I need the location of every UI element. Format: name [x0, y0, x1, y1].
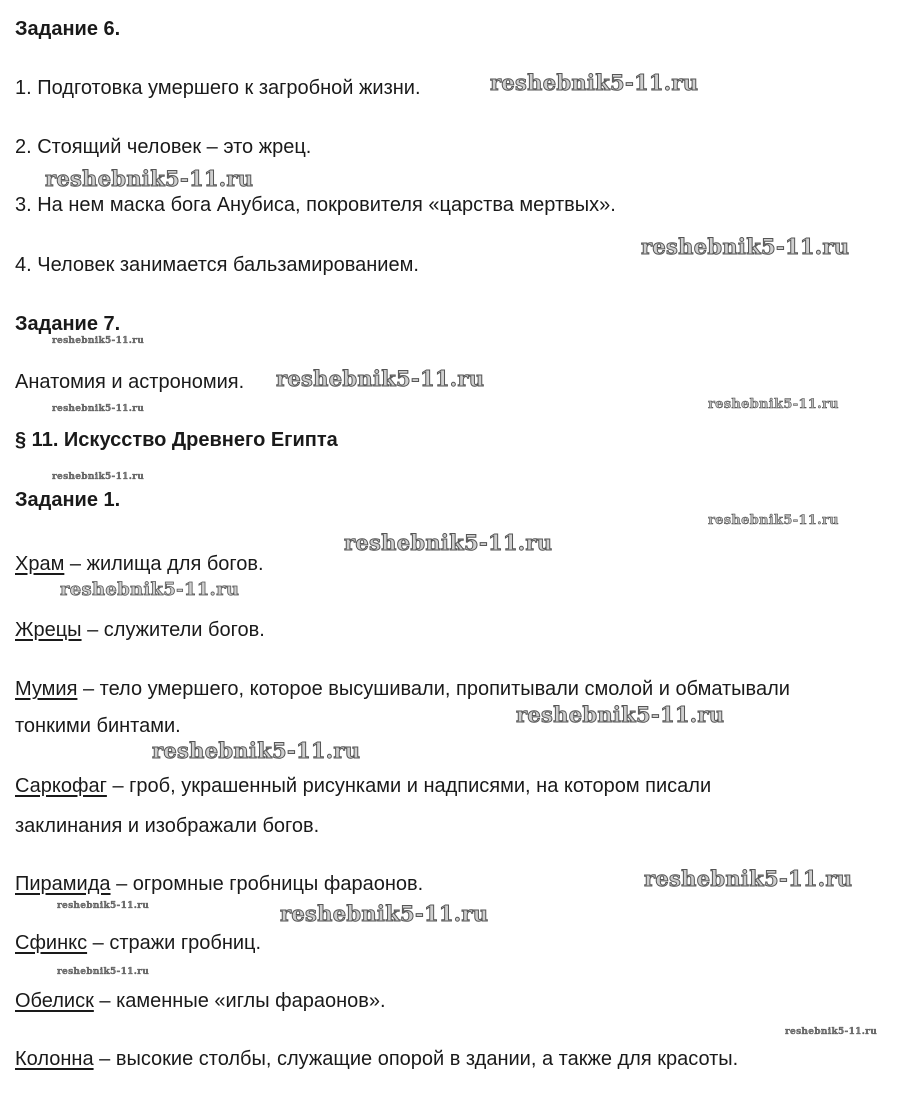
definition-text: – служители богов. [81, 619, 265, 641]
definition-text: – стражи гробниц. [87, 932, 262, 954]
definition-text: – жилища для богов. [64, 553, 264, 575]
definition-continuation: заклинания и изображали богов. [15, 815, 320, 837]
definition-row [15, 931, 261, 955]
task1-title: Задание 1. [15, 489, 121, 511]
watermark: reshebnik5-11.ru [785, 1027, 878, 1037]
watermark: reshebnik5-11.ru [57, 901, 150, 911]
task6-title: Задание 6. [15, 18, 121, 40]
watermark: reshebnik5-11.ru [152, 738, 361, 763]
term-label: Саркофаг [15, 775, 107, 797]
task6-item-4: 4. Человек занимается бальзамированием. [15, 254, 419, 276]
watermark: reshebnik5-11.ru [52, 404, 145, 414]
definition-text: – огромные гробницы фараонов. [110, 873, 424, 895]
watermark: reshebnik5-11.ru [60, 579, 240, 600]
watermark: reshebnik5-11.ru [708, 513, 839, 528]
section-title: § 11. Искусство Древнего Египта [15, 429, 338, 451]
watermark: reshebnik5-11.ru [280, 901, 489, 926]
watermark: reshebnik5-11.ru [516, 702, 725, 727]
watermark: reshebnik5-11.ru [344, 530, 553, 555]
task6-item-3: 3. На нем маска бога Анубиса, покровителя «царства мертвых». [15, 194, 616, 216]
definition-row [15, 618, 265, 642]
term-label: Мумия [15, 678, 78, 700]
term-label: Колонна [15, 1048, 94, 1070]
watermark: reshebnik5-11.ru [276, 366, 485, 391]
watermark: reshebnik5-11.ru [45, 166, 254, 191]
term-label: Обелиск [15, 990, 94, 1012]
term-label: Храм [15, 553, 65, 575]
definition-text: – каменные «иглы фараонов». [93, 990, 386, 1012]
term-label: Жрецы [15, 619, 82, 641]
definition-row [15, 872, 423, 896]
term-label: Пирамида [15, 873, 111, 895]
definition-row [15, 989, 386, 1013]
definition-row [15, 1047, 738, 1071]
definition-continuation: тонкими бинтами. [15, 715, 181, 737]
task6-item-2: 2. Стоящий человек – это жрец. [15, 136, 312, 158]
definition-row [15, 677, 790, 701]
watermark: reshebnik5-11.ru [644, 866, 853, 891]
watermark: reshebnik5-11.ru [57, 967, 150, 977]
watermark: reshebnik5-11.ru [52, 472, 145, 482]
watermark: reshebnik5-11.ru [708, 397, 839, 412]
definition-text: – гроб, украшенный рисунками и надписями, на котором писали [106, 775, 712, 797]
watermark: reshebnik5-11.ru [52, 336, 145, 346]
definition-row [15, 774, 711, 798]
definition-text: – высокие столбы, служащие опорой в здании, а также для красоты. [93, 1048, 739, 1070]
task6-item-1: 1. Подготовка умершего к загробной жизни. [15, 77, 421, 99]
task7-answer: Анатомия и астрономия. [15, 371, 245, 393]
task7-title: Задание 7. [15, 313, 121, 335]
term-label: Сфинкс [15, 932, 88, 954]
definition-row [15, 552, 264, 576]
watermark: reshebnik5-11.ru [490, 70, 699, 95]
definition-text: – тело умершего, которое высушивали, пропитывали смолой и обматывали [77, 678, 790, 700]
watermark: reshebnik5-11.ru [641, 234, 850, 259]
